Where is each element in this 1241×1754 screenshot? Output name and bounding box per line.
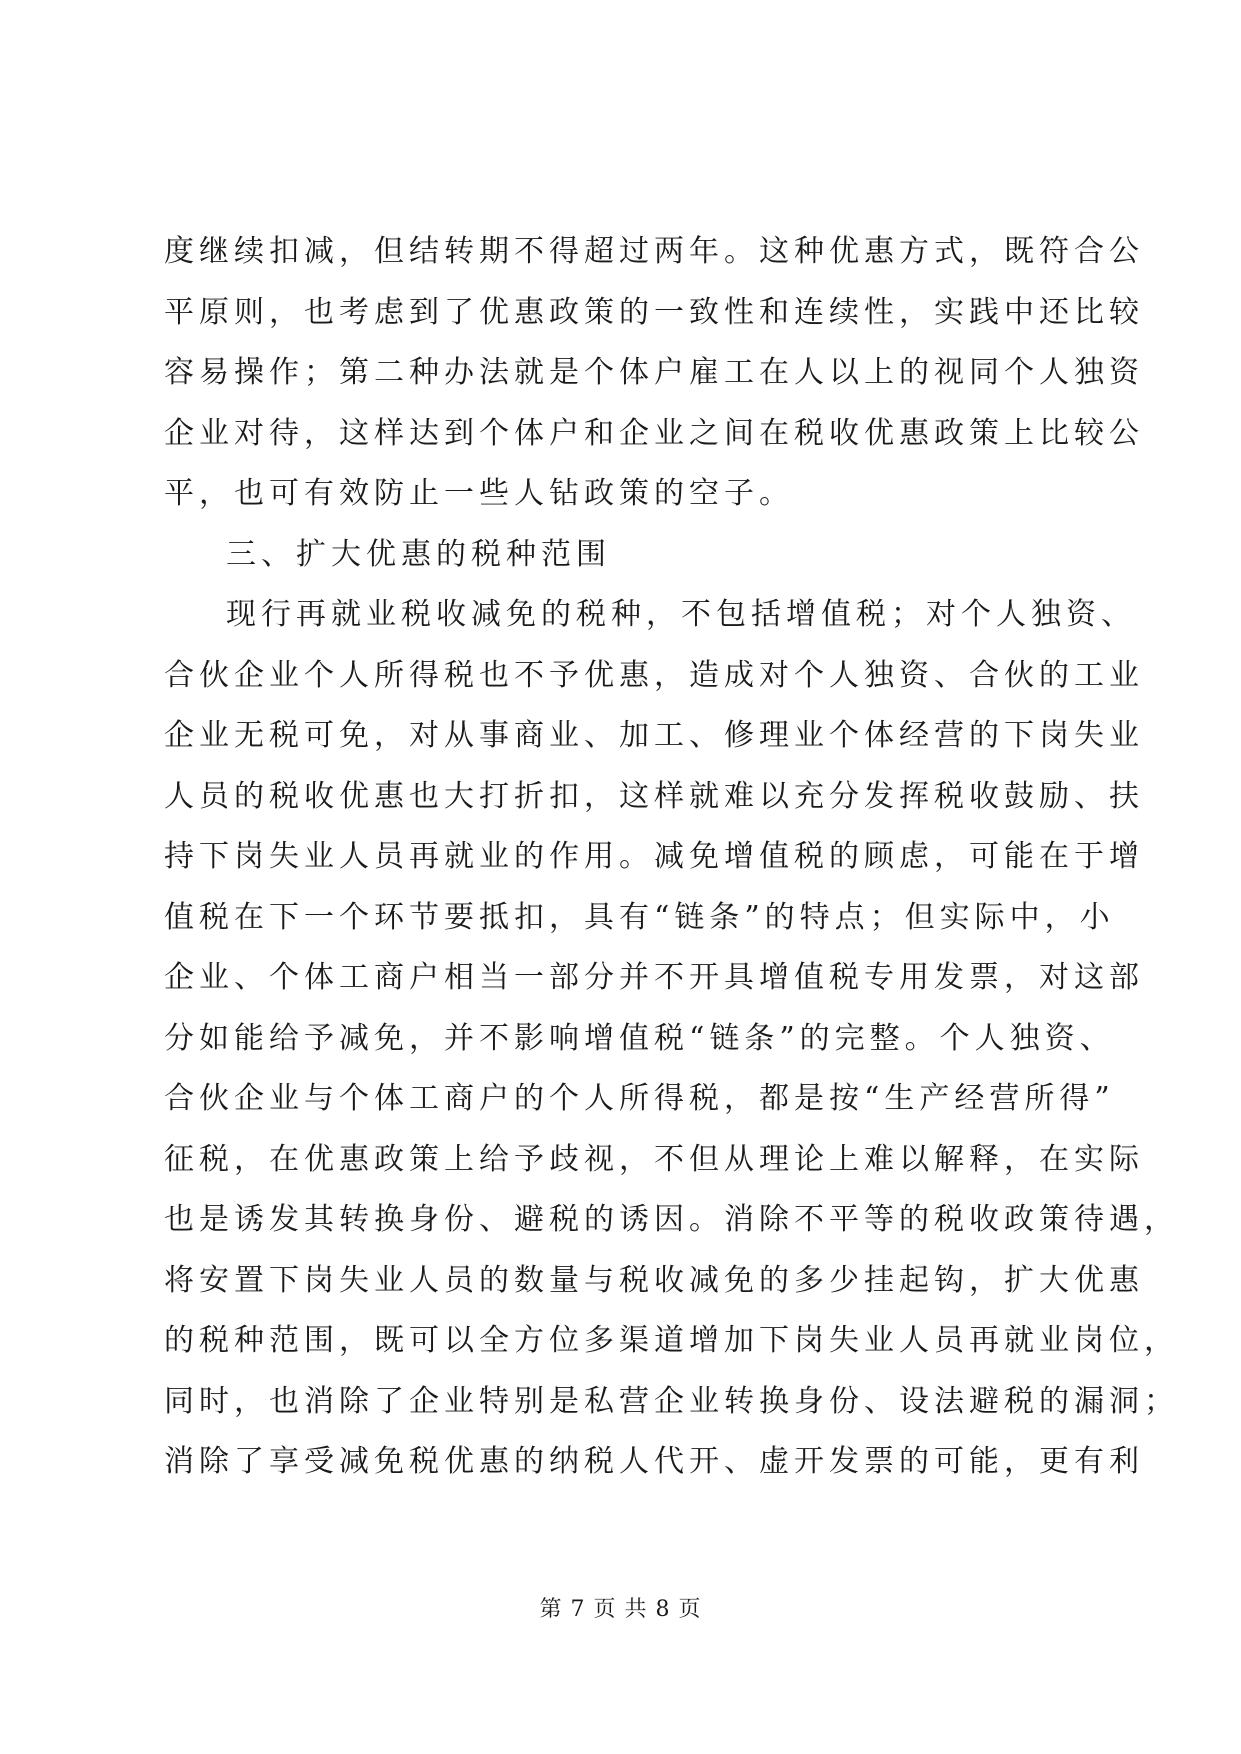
text-line: 企业对待，这样达到个体户和企业之间在税收优惠政策上比较公 — [164, 415, 1144, 451]
section-heading: 三、扩大优惠的税种范围 — [226, 536, 611, 572]
text-line: 合伙企业与个体工商户的个人所得税，都是按“生产经营所得” — [164, 1081, 1115, 1116]
text-line: 值税在下一个环节要抵扣，具有“链条”的特点；但实际中，小 — [164, 899, 1115, 935]
text-line: 度继续扣减，但结转期不得超过两年。这种优惠方式，既符合公 — [164, 234, 1144, 269]
text-line: 的税种范围，既可以全方位多渠道增加下岗失业人员再就业岗位， — [164, 1323, 1179, 1358]
text-line: 平原则，也考虑到了优惠政策的一致性和连续性，实践中还比较 — [164, 294, 1144, 330]
text-line: 征税，在优惠政策上给予歧视，不但从理论上难以解释，在实际 — [164, 1141, 1144, 1177]
text-line: 消除了享受减免税优惠的纳税人代开、虚开发票的可能，更有利 — [164, 1444, 1144, 1479]
text-line: 企业无税可免，对从事商业、加工、修理业个体经营的下岗失业 — [164, 718, 1144, 753]
text-line: 企业、个体工商户相当一部分并不开具增值税专用发票，对这部 — [164, 960, 1144, 995]
text-line: 现行再就业税收减免的税种，不包括增值税；对个人独资、 — [226, 597, 1136, 632]
text-line: 也是诱发其转换身份、避税的诱因。消除不平等的税收政策待遇， — [164, 1202, 1179, 1237]
text-line: 平，也可有效防止一些人钻政策的空子。 — [164, 476, 794, 511]
text-line: 分如能给予减免，并不影响增值税“链条”的完整。个人独资、 — [164, 1020, 1115, 1056]
text-line: 容易操作；第二种办法就是个体户雇工在人以上的视同个人独资 — [164, 355, 1144, 390]
page-footer: 第 7 页 共 8 页 — [539, 1597, 702, 1622]
text-line: 持下岗失业人员再就业的作用。减免增值税的顾虑，可能在于增 — [164, 839, 1144, 874]
text-line: 合伙企业个人所得税也不予优惠，造成对个人独资、合伙的工业 — [164, 657, 1144, 693]
text-line: 同时，也消除了企业特别是私营企业转换身份、设法避税的漏洞； — [164, 1383, 1179, 1419]
body-text — [164, 222, 1179, 1493]
text-line: 人员的税收优惠也大打折扣，这样就难以充分发挥税收鼓励、扶 — [164, 778, 1144, 814]
text-line: 将安置下岗失业人员的数量与税收减免的多少挂起钩，扩大优惠 — [164, 1262, 1144, 1298]
